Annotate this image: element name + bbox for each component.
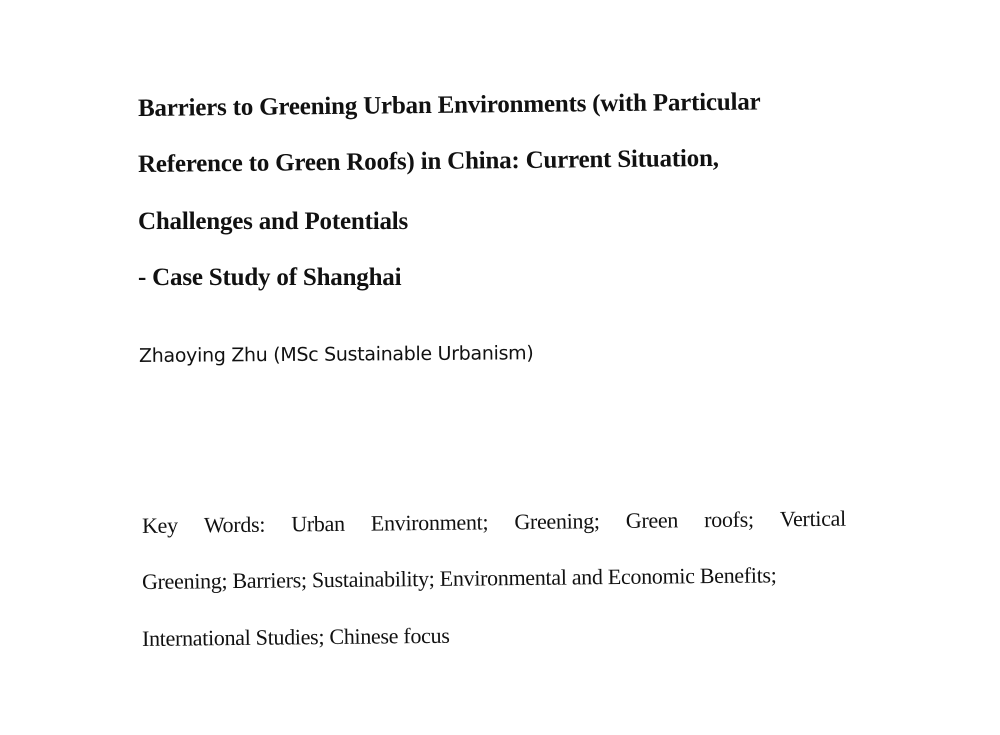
keyword-word: roofs; <box>704 506 754 533</box>
title-line-3: Challenges and Potentials <box>138 208 409 235</box>
keyword-word: Words: <box>203 511 266 538</box>
keywords-line-1 <box>142 505 846 540</box>
keyword-word: Vertical <box>779 505 846 532</box>
title-line-2: Reference to Green Roofs) in China: Current Situation, <box>137 144 719 178</box>
title-line-1: Barriers to Greening Urban Environments (with Particular <box>137 88 761 122</box>
subtitle-line: - Case Study of Shanghai <box>138 264 402 291</box>
keywords-line-3: International Studies; Chinese focus <box>141 622 450 651</box>
author-line: Zhaoying Zhu (MSc Sustainable Urbanism) <box>138 342 534 367</box>
keyword-word: Greening; <box>514 508 600 535</box>
keyword-word: Green <box>625 507 679 533</box>
keyword-word: Urban <box>291 510 345 537</box>
keyword-word: Environment; <box>370 509 489 536</box>
keywords-line-2: Greening; Barriers; Sustainability; Environmental and Economic Benefits; <box>141 562 777 594</box>
keyword-word: Key <box>141 512 178 538</box>
